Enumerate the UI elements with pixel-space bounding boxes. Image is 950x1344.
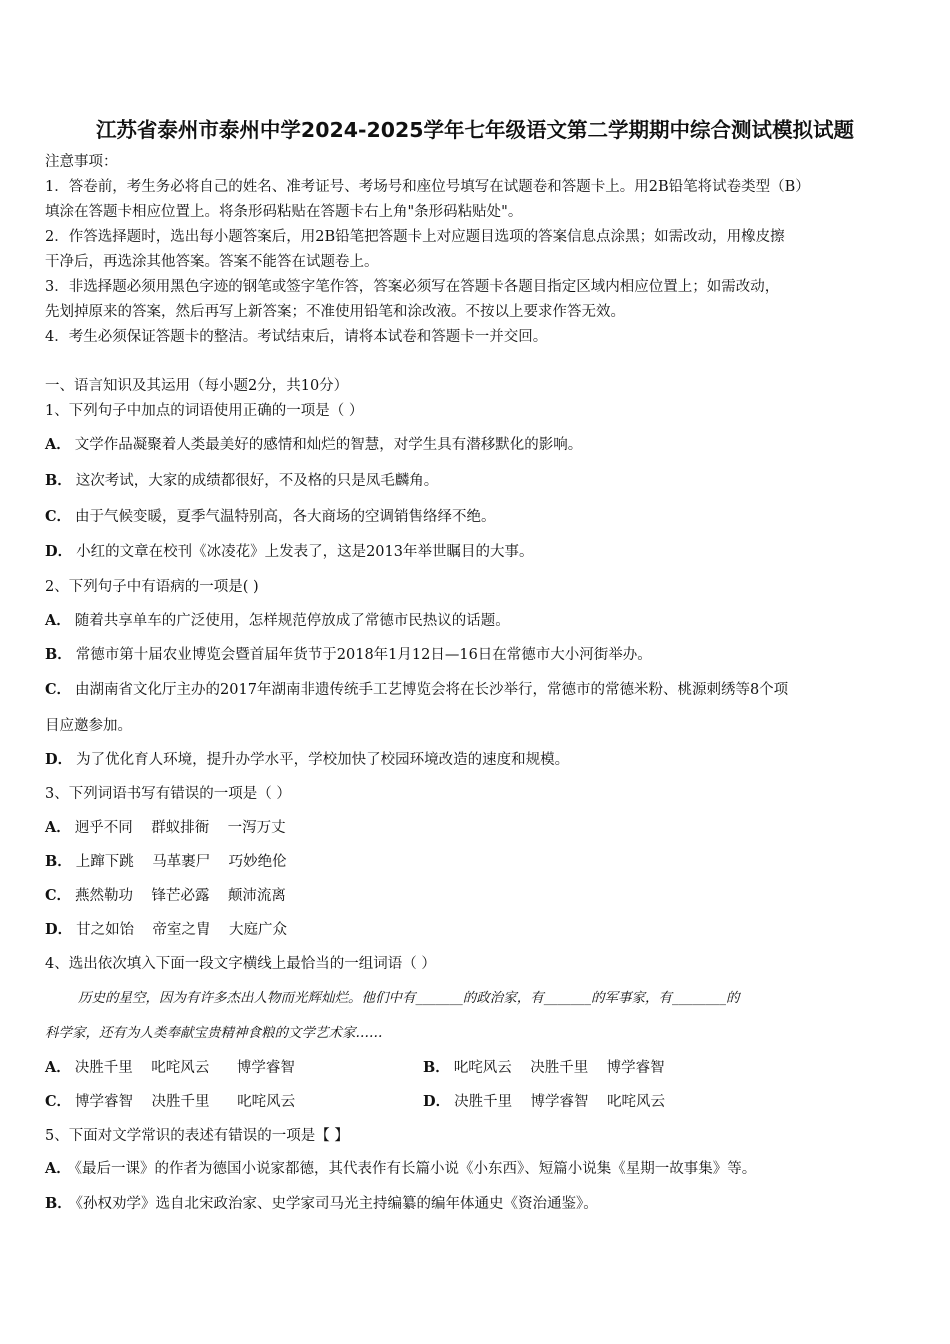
q1-option-b bbox=[45, 471, 438, 491]
option-label: A． bbox=[45, 1059, 71, 1076]
option-text: 叱咤风云 决胜千里 博学睿智 bbox=[453, 1060, 665, 1076]
notice-heading: 注意事项： bbox=[45, 154, 118, 170]
section-heading: 一、语言知识及其运用（每小题2分，共10分） bbox=[45, 378, 349, 394]
exam-title: 江苏省泰州市泰州中学2024-2025学年七年级语文第二学期期中综合测试模拟试题 bbox=[95, 118, 855, 142]
q2-option-d bbox=[45, 750, 569, 770]
notice-line: 干净后，再选涂其他答案。答案不能答在试题卷上。 bbox=[45, 254, 379, 270]
option-text: 上蹿下跳 马革裹尸 巧妙绝伦 bbox=[75, 854, 287, 870]
question-4-stem: 4、选出依次填入下面一段文字横线上最恰当的一组词语（ ） bbox=[45, 956, 436, 972]
notice-line: 4．考生必须保证答题卡的整洁。考试结束后，请将本试卷和答题卡一并交回。 bbox=[45, 329, 548, 345]
question-1-stem: 1、下列句子中加点的词语使用正确的一项是（ ） bbox=[45, 403, 364, 419]
q4-options-row-2 bbox=[45, 1092, 905, 1112]
option-label: B． bbox=[45, 472, 72, 489]
option-text: 决胜千里 叱咤风云 博学睿智 bbox=[74, 1060, 295, 1076]
option-label: C． bbox=[45, 1093, 72, 1110]
q4-passage-continued: 科学家，还有为人类奉献宝贵精神食粮的文学艺术家…… bbox=[45, 1025, 383, 1041]
option-label: A． bbox=[45, 436, 71, 453]
option-text: 博学睿智 决胜千里 叱咤风云 bbox=[75, 1094, 296, 1110]
option-label: B． bbox=[45, 853, 72, 870]
q4-option-d bbox=[423, 1092, 665, 1112]
q3-option-b bbox=[45, 852, 287, 872]
option-text: 常德市第十届农业博览会暨首届年货节于2018年1月12日—16日在常德市大小河街举办。 bbox=[75, 647, 652, 663]
notice-line: 填涂在答题卡相应位置上。将条形码粘贴在答题卡右上角"条形码粘贴处"。 bbox=[45, 204, 523, 220]
q5-option-a bbox=[45, 1159, 756, 1179]
option-text: 燕然勒功 锋芒必露 颠沛流离 bbox=[75, 888, 286, 904]
option-text: 甘之如饴 帝室之胄 大庭广众 bbox=[76, 922, 287, 938]
option-label: C． bbox=[45, 887, 72, 904]
option-label: A． bbox=[45, 819, 71, 836]
option-label: A． bbox=[45, 612, 71, 629]
q1-option-c bbox=[45, 507, 496, 527]
option-label: A． bbox=[45, 1160, 71, 1177]
option-text: 迥乎不同 群蚁排衙 一泻万丈 bbox=[74, 820, 286, 836]
option-text: 这次考试，大家的成绩都很好，不及格的只是凤毛麟角。 bbox=[75, 473, 439, 489]
option-label: D． bbox=[45, 543, 73, 560]
q4-passage: 历史的星空，因为有许多杰出人物而光辉灿烂。他们中有_______的政治家，有_______的军事家，有________的 bbox=[78, 990, 740, 1006]
question-3-stem: 3、下列词语书写有错误的一项是（ ） bbox=[45, 786, 291, 802]
q1-option-d bbox=[45, 542, 533, 562]
option-label: C． bbox=[45, 681, 72, 698]
q2-option-a bbox=[45, 611, 510, 631]
q3-option-d bbox=[45, 920, 287, 940]
q2-option-b bbox=[45, 645, 652, 665]
notice-line: 3．非选择题必须用黑色字迹的钢笔或签字笔作答，答案必须写在答题卡各题目指定区域内相应位置上；如需改动， bbox=[45, 279, 780, 295]
option-label: D． bbox=[45, 921, 73, 938]
option-text: 决胜千里 博学睿智 叱咤风云 bbox=[454, 1094, 665, 1110]
q1-option-a bbox=[45, 435, 582, 455]
option-text: 小红的文章在校刊《冰凌花》上发表了，这是2013年举世瞩目的大事。 bbox=[76, 544, 534, 560]
notice-line: 1．答卷前，考生务必将自己的姓名、准考证号、考场号和座位号填写在试题卷和答题卡上。用2B铅笔将试卷类型（B） bbox=[45, 179, 810, 195]
option-label: B． bbox=[45, 1195, 72, 1212]
question-2-stem: 2、下列句子中有语病的一项是( ) bbox=[45, 579, 259, 595]
option-label: C． bbox=[45, 508, 72, 525]
notice-line: 先划掉原来的答案，然后再写上新答案；不准使用铅笔和涂改液。不按以上要求作答无效。 bbox=[45, 304, 625, 320]
q2-option-c bbox=[45, 680, 788, 700]
option-text: 为了优化育人环境，提升办学水平，学校加快了校园环境改造的速度和规模。 bbox=[76, 752, 570, 768]
q5-option-b bbox=[45, 1194, 598, 1214]
q4-option-b bbox=[423, 1058, 665, 1078]
option-text: 随着共享单车的广泛使用，怎样规范停放成了常德市民热议的话题。 bbox=[74, 613, 510, 629]
q3-option-c bbox=[45, 886, 286, 906]
notice-line: 2．作答选择题时，选出每小题答案后，用2B铅笔把答题卡上对应题目选项的答案信息点涂黑；如需改动，用橡皮擦 bbox=[45, 229, 785, 245]
option-text: 《最后一课》的作者为德国小说家都德，其代表作有长篇小说《小东西》、短篇小说集《星期一故事集》等。 bbox=[74, 1161, 757, 1177]
option-text: 由于气候变暖，夏季气温特别高，各大商场的空调销售络绎不绝。 bbox=[75, 509, 496, 525]
option-text: 由湖南省文化厅主办的2017年湖南非遗传统手工艺博览会将在长沙举行，常德市的常德米粉、桃源刺绣等8个项 bbox=[75, 682, 789, 698]
option-text: 文学作品凝聚着人类最美好的感情和灿烂的智慧，对学生具有潜移默化的影响。 bbox=[74, 437, 583, 453]
question-5-stem: 5、下面对文学常识的表述有错误的一项是【 】 bbox=[45, 1128, 349, 1144]
option-label: B． bbox=[423, 1059, 450, 1076]
option-label: B． bbox=[45, 646, 72, 663]
option-label: D． bbox=[45, 751, 73, 768]
q3-option-a bbox=[45, 818, 286, 838]
q2-option-c-continued: 目应邀参加。 bbox=[45, 718, 132, 734]
option-text: 《孙权劝学》选自北宋政治家、史学家司马光主持编纂的编年体通史《资治通鉴》。 bbox=[75, 1196, 598, 1212]
q4-options-row-1 bbox=[45, 1058, 905, 1078]
option-label: D． bbox=[423, 1093, 451, 1110]
